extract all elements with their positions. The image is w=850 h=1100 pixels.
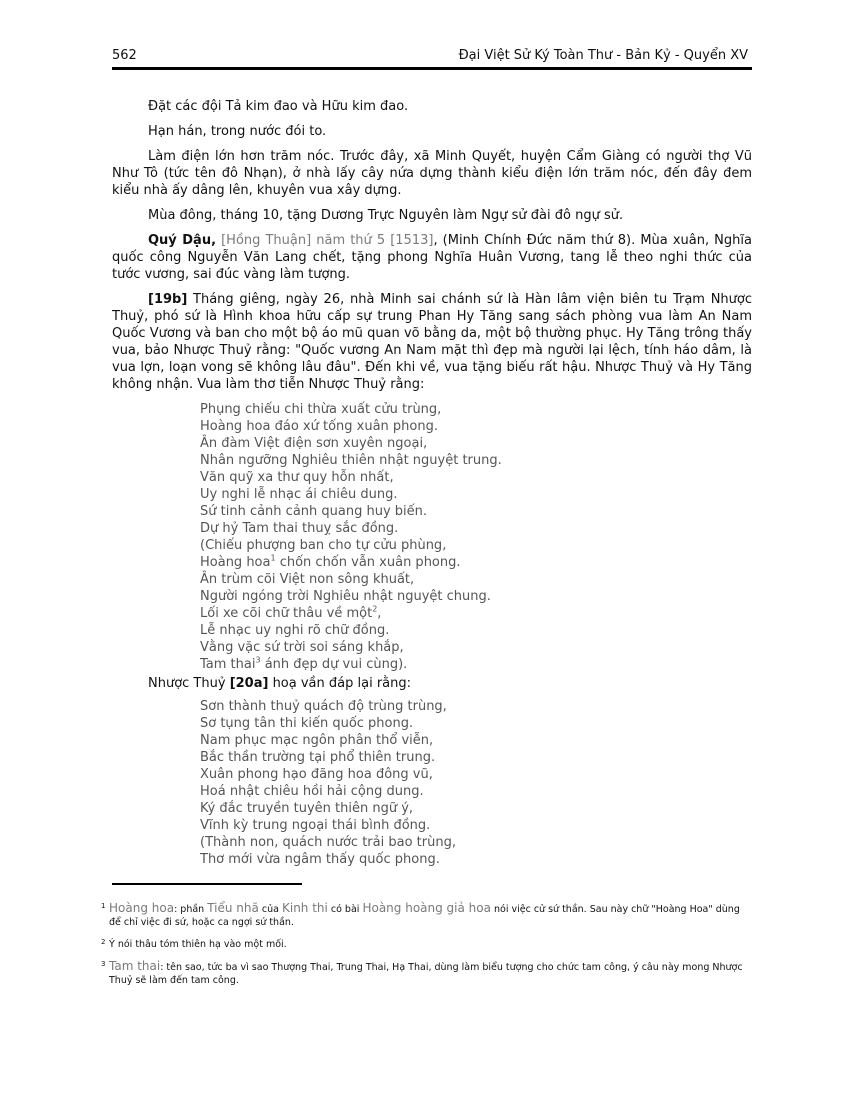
poem-line: (Thành non, quách nước trải bao trùng,: [200, 835, 456, 850]
poem-line: Nhân ngưỡng Nghiêu thiên nhật nguyệt trung.: [200, 453, 502, 468]
footnote-ref[interactable]: 1: [270, 553, 276, 563]
header-rule: [112, 67, 752, 70]
poem-line: Sứ tinh cảnh cảnh quang huy biến.: [200, 504, 428, 519]
poem-line: Ký đắc truyền tuyên thiên ngữ ý,: [200, 801, 414, 816]
poem-line: Xuân phong hạo đãng hoa đông vũ,: [200, 767, 433, 782]
footnote-number: 2: [101, 938, 106, 946]
poem-line: Lễ nhạc uy nghi rõ chữ đồng.: [200, 623, 390, 638]
paragraph: Hạn hán, trong nước đói to.: [148, 124, 327, 139]
footnote-term: Kinh thi: [281, 901, 328, 915]
footnote-text: : tên sao, tức ba vì sao Thượng Thai, Trung Thai, Hạ Thai, dùng làm biểu tượng cho chức tam công, ý câu này mong Nhược Thuỷ sẽ làm đến tam công.: [109, 962, 743, 986]
poem-line: (Chiếu phượng ban cho tự cửu phùng,: [200, 538, 447, 553]
page-header: [112, 48, 752, 66]
footnote-text: có bài: [327, 904, 363, 915]
poem-text: ánh đẹp dự vui cùng).: [260, 657, 408, 672]
footnote-text: nói việc cử sứ thần. Sau này chữ "Hoàng Hoa" dùng để chỉ việc đi sứ, hoặc ca ngợi sứ thần.: [109, 904, 740, 928]
footnote-term: Hoàng hoàng giả hoa: [362, 901, 491, 915]
poem-line: Sơn thành thuỷ quách độ trùng trùng,: [200, 699, 447, 714]
footnote-number: 3: [101, 960, 106, 968]
poem-reply: [200, 698, 752, 868]
page-number: 562: [112, 48, 137, 63]
paragraph: Đặt các đội Tả kim đao và Hữu kim đao.: [148, 99, 409, 114]
reply-text: hoạ vần đáp lại rằng:: [268, 676, 411, 691]
footnote: [101, 960, 751, 987]
footnote: [101, 938, 751, 951]
poem-text: Hoàng hoa: [200, 555, 271, 570]
paragraph: Làm điện lớn hơn trăm nóc. Trước đây, xã Minh Quyết, huyện Cẩm Giàng có người thợ Vũ Như Tô (tức tên đô Nhạn), ở nhà lấy cây nứa dựng thành kiểu điện lớn trăm nóc, đến đây đem kiểu nhà ấy dâng lên, khuyên vua xây dựng.: [112, 149, 752, 198]
reply-intro: [148, 675, 752, 692]
poem-line: Vằng vặc sứ trời soi sáng khắp,: [200, 640, 404, 655]
poem-line: Văn quỹ xa thư quy hỗn nhất,: [200, 470, 394, 485]
paragraph: [112, 291, 752, 393]
folio-marker: [19b]: [148, 292, 188, 307]
paragraph-text: , (Minh Chính Đức năm thứ 8). Mùa xuân, Nghĩa quốc công Nguyễn Văn Lang chết, tặng phong Nghĩa Huân Vương, tang lễ theo nghi thức của tước vương, sai đúc vàng làm tượng.: [112, 233, 752, 282]
footnote-rule: [112, 883, 302, 885]
footnote-term: Tam thai: [109, 959, 161, 973]
poem-line: Ân đàm Việt điện sơn xuyên ngoại,: [200, 436, 428, 451]
poem-line: Vĩnh kỳ trung ngoại thái bình đồng.: [200, 818, 431, 833]
poem-king: [200, 401, 752, 673]
reign-year: [Hồng Thuận] năm thứ 5 [1513]: [216, 233, 434, 248]
footnote-ref[interactable]: 3: [255, 655, 261, 665]
poem-line: Sơ tụng tân thi kiến quốc phong.: [200, 716, 414, 731]
poem-text: ,: [377, 606, 382, 621]
footnotes: [101, 902, 751, 996]
poem-line: Người ngóng trời Nghiêu nhật nguyệt chung.: [200, 589, 491, 604]
poem-line: Phụng chiếu chi thừa xuất cửu trùng,: [200, 402, 442, 417]
poem-line: Dự hỷ Tam thai thuỵ sắc đồng.: [200, 521, 399, 536]
poem-line: Bắc thần trường tại phổ thiên trung.: [200, 750, 436, 765]
poem-line: [200, 605, 752, 622]
footnote-text: : phần: [174, 904, 208, 915]
footnote-text: của: [258, 904, 282, 915]
poem-line: Hoá nhật chiêu hồi hải cộng dung.: [200, 784, 424, 799]
poem-line: Thơ mới vừa ngâm thấy quốc phong.: [200, 852, 440, 867]
poem-line: [200, 656, 752, 673]
paragraph-text: Tháng giêng, ngày 26, nhà Minh sai chánh sứ là Hàn lâm viện biên tu Trạm Nhược Thuỷ, phó sứ là Hình khoa hữu cấp sự trung Phan Hy Tăng sang sách phòng vua làm An Nam Quốc Vương và ban cho một bộ áo mũ quan võ bằng da, một bộ thường phục. Hy Tăng trông thấy vua, bảo Nhược Thuỷ rằng: "Quốc vương An Nam mặt thì đẹp mà người lại lệch, tính háo dâm, là vua lợn, loạn vong sẽ không lâu đâu". Đến khi về, vua tặng biếu rất hậu. Nhược Thuỷ và Hy Tăng không nhận. Vua làm thơ tiễn Nhược Thuỷ rằng:: [112, 292, 752, 392]
poem-line: Hoàng hoa đáo xứ tống xuân phong.: [200, 419, 438, 434]
footnote-number: 1: [101, 902, 106, 910]
poem-line: Uy nghi lễ nhạc ái chiêu dung.: [200, 487, 398, 502]
paragraph: [112, 232, 752, 283]
poem-line: Nam phục mạc ngôn phân thổ viễn,: [200, 733, 434, 748]
poem-text: chốn chốn vẫn xuân phong.: [275, 555, 461, 570]
paragraph: Mùa đông, tháng 10, tặng Dương Trực Nguyên làm Ngự sử đài đô ngự sử.: [148, 208, 624, 223]
footnote: [101, 902, 751, 929]
footnote-text: Ý nói thâu tóm thiên hạ vào một mối.: [109, 939, 287, 950]
footnote-ref[interactable]: 2: [372, 604, 378, 614]
year-heading: Quý Dậu,: [148, 233, 217, 248]
running-title: Đại Việt Sử Ký Toàn Thư - Bản Kỷ - Quyển XV: [458, 48, 748, 63]
poem-text: Tam thai: [200, 657, 256, 672]
reply-text: Nhược Thuỷ: [148, 676, 230, 691]
poem-line: Ân trùm cõi Việt non sông khuất,: [200, 572, 415, 587]
poem-line: [200, 554, 752, 571]
folio-marker: [20a]: [229, 676, 269, 691]
footnote-term: Hoàng hoa: [109, 901, 175, 915]
poem-text: Lối xe cõi chữ thâu về một: [200, 606, 373, 621]
footnote-term: Tiểu nhã: [207, 901, 259, 915]
main-text: [112, 98, 752, 870]
